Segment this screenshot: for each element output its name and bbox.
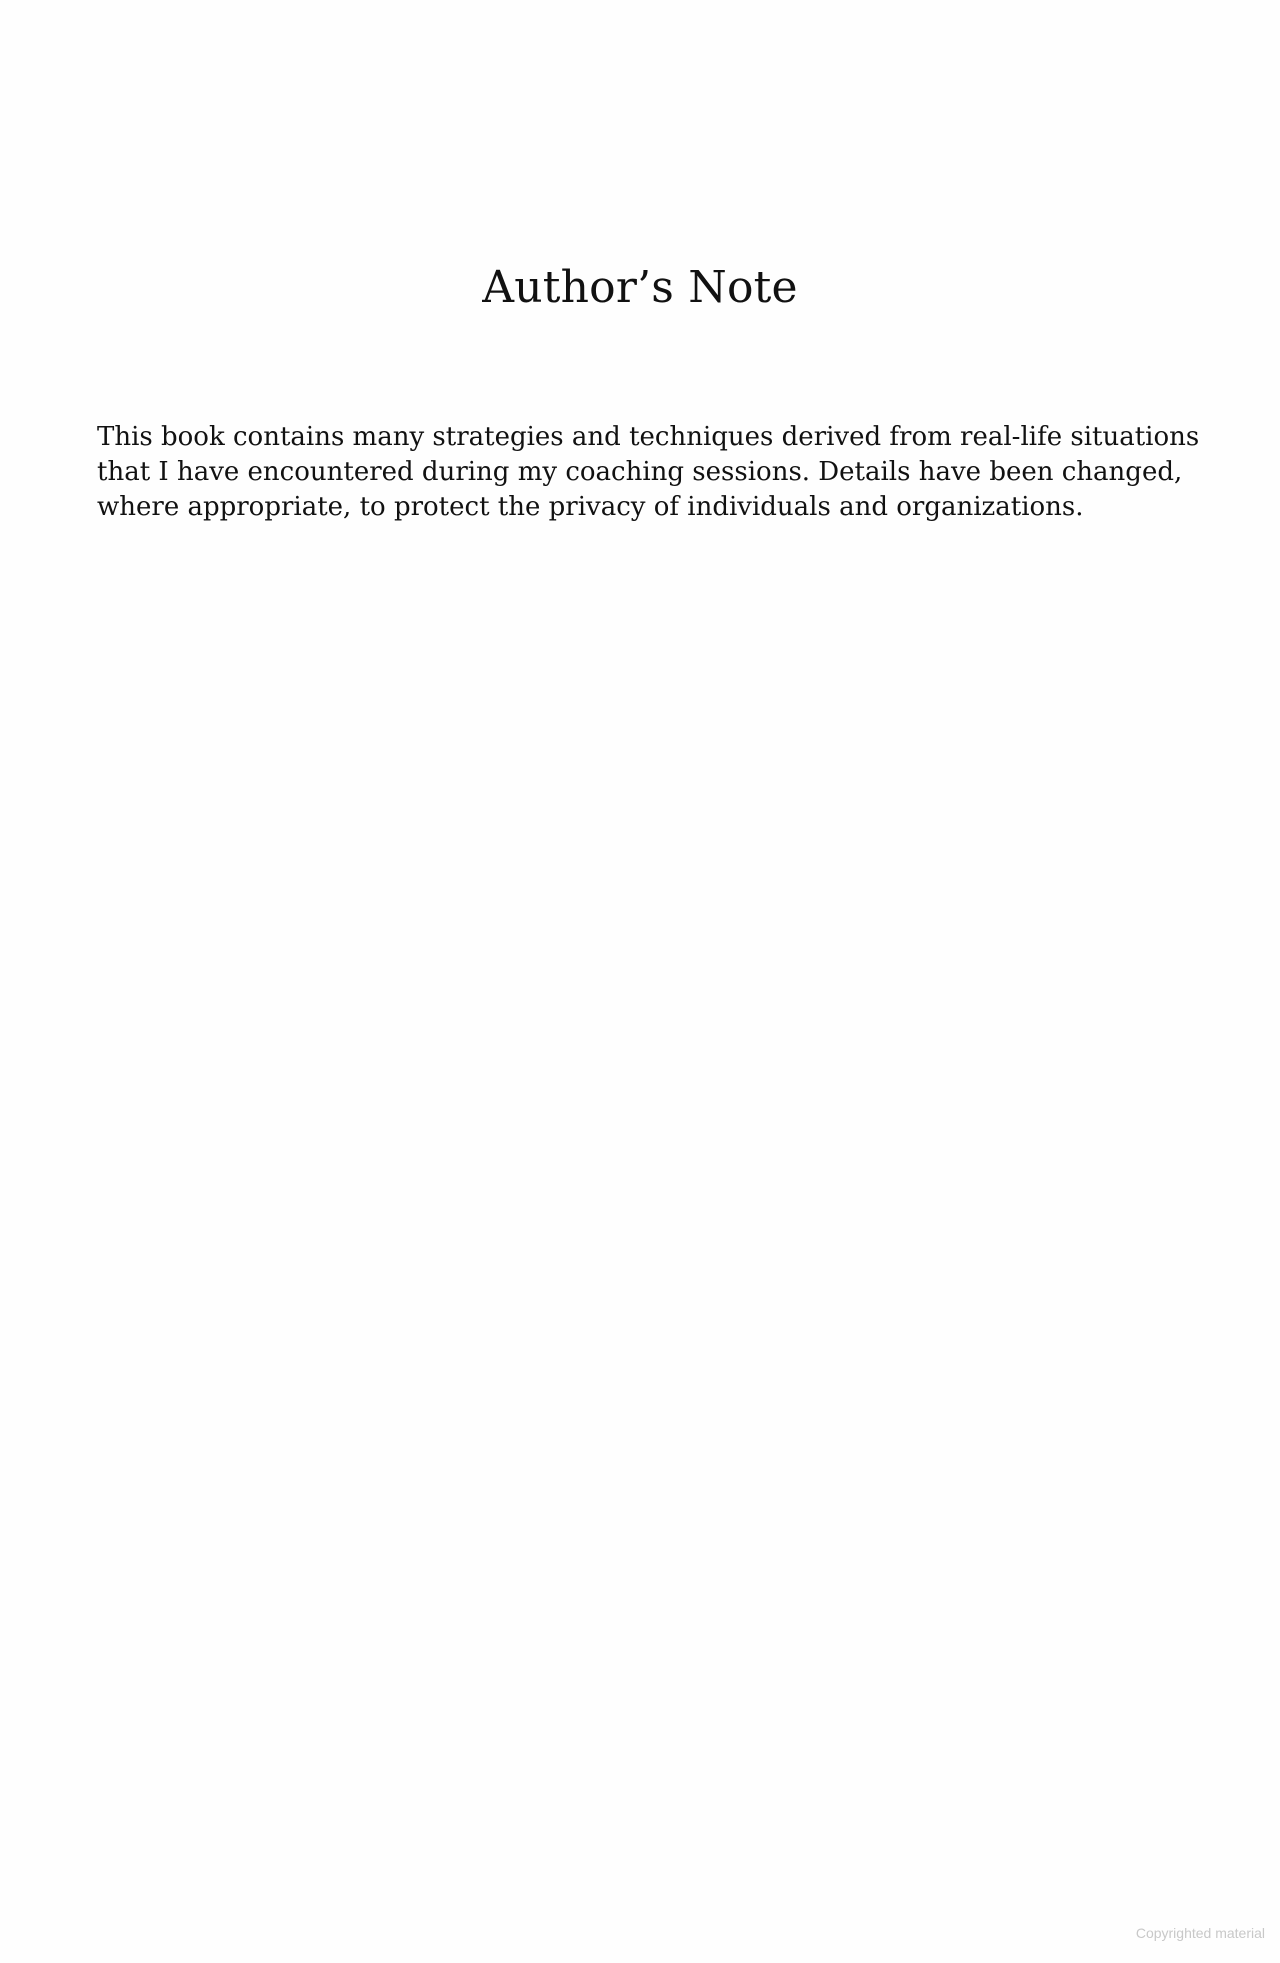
authors-note-paragraph xyxy=(97,420,1207,525)
page-title: Author’s Note xyxy=(482,262,798,313)
paragraph-line: that I have encountered during my coaching sessions. Details have been changed, xyxy=(97,457,1183,487)
paragraph-line: This book contains many strategies and techniques derived from real-life situations xyxy=(97,422,1200,452)
paragraph-line: where appropriate, to protect the privacy of individuals and organizations. xyxy=(97,492,1084,522)
copyright-watermark: Copyrighted material xyxy=(1135,1925,1265,1941)
